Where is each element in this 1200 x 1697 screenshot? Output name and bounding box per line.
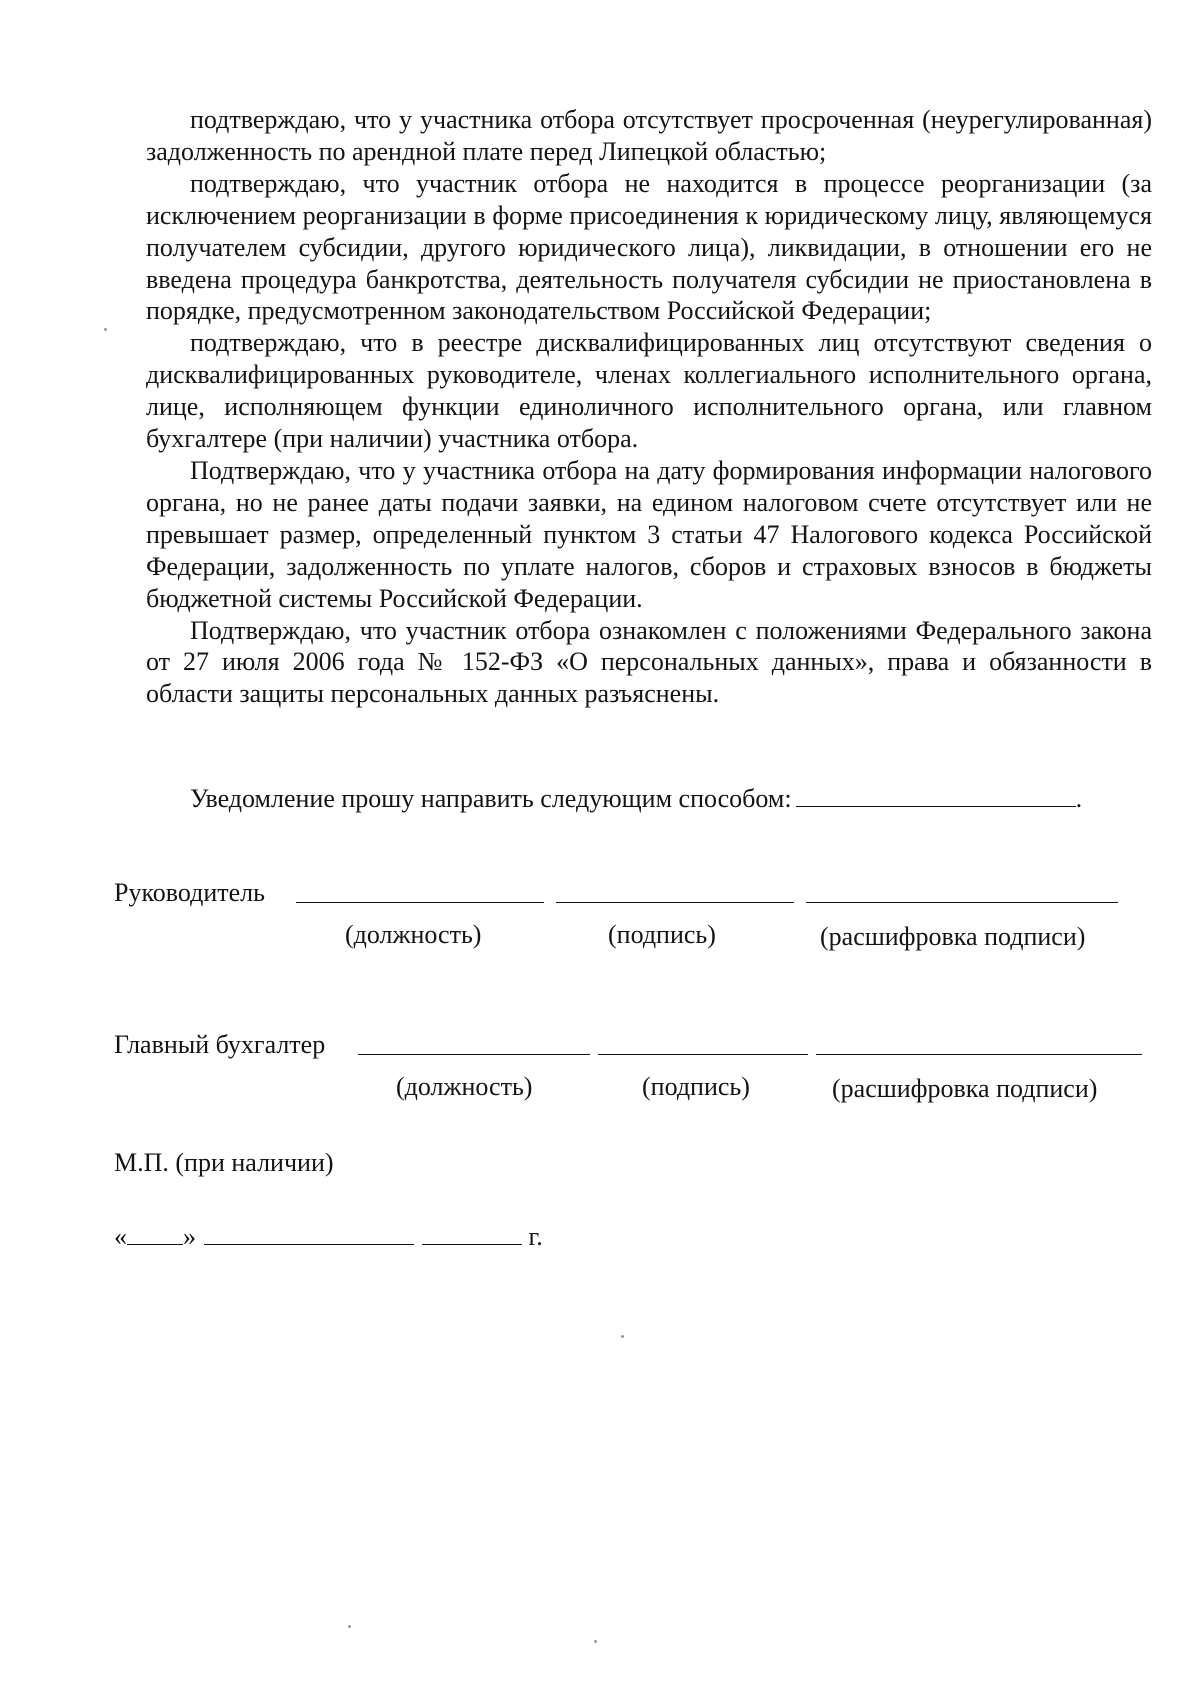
scan-speck	[104, 328, 107, 331]
paragraph-arrears: подтверждаю, что у участника отбора отсутствует просроченная (неурегулированная) задолженность по арендной плате перед Липецкой областью;	[146, 105, 1152, 166]
scan-speck	[621, 1335, 624, 1338]
date-open-quote: «	[114, 1222, 127, 1251]
scan-speck	[348, 1625, 351, 1628]
date-year-blank[interactable]	[422, 1222, 522, 1245]
director-decoding-line[interactable]	[806, 902, 1118, 903]
paragraph-personal-data: Подтверждаю, что участник отбора ознакомлен с положениями Федерального закона от 27 июля 2006 года № 152-ФЗ «О персональных данных», права и обязанности в области защиты персональных данных разъяснены.	[146, 615, 1152, 709]
date-year-suffix: г.	[528, 1222, 543, 1251]
notification-label: Уведомление прошу направить следующим способом:	[190, 784, 792, 813]
date-month-blank[interactable]	[204, 1222, 414, 1245]
date-close-quote: »	[183, 1222, 196, 1251]
scan-speck	[594, 1640, 597, 1643]
date-row	[114, 1222, 543, 1252]
paragraph-tax-debt: Подтверждаю, что у участника отбора на дату формирования информации налогового органа, но не ранее даты подачи заявки, на едином налоговом счете отсутствует или не превышает размер, определенный пунктом 3 статьи 47 Налогового кодекса Российской Федерации, задолженность по уплате налогов, сборов и страховых взносов в бюджеты бюджетной системы Российской Федерации.	[146, 455, 1152, 613]
accountant-signature-line[interactable]	[598, 1054, 808, 1055]
accountant-decoding-line[interactable]	[816, 1054, 1142, 1055]
document-body	[146, 104, 1152, 710]
director-label: Руководитель	[114, 878, 265, 907]
director-caption-position: (должность)	[345, 920, 482, 949]
accountant-position-line[interactable]	[358, 1054, 590, 1055]
director-signature-line[interactable]	[556, 902, 794, 903]
paragraph-disqualified: подтверждаю, что в реестре дисквалифицированных лиц отсутствуют сведения о дисквалифицированных руководителе, членах коллегиального исполнительного органа, лице, исполняющем функции единоличного исполнительного органа, или главном бухгалтере (при наличии) участника отбора.	[146, 328, 1152, 454]
director-position-line[interactable]	[296, 902, 544, 903]
accountant-caption-decoding: (расшифровка подписи)	[832, 1074, 1098, 1103]
date-day-blank[interactable]	[127, 1222, 183, 1245]
director-caption-signature: (подпись)	[608, 920, 716, 949]
accountant-caption-position: (должность)	[396, 1072, 533, 1101]
accountant-caption-signature: (подпись)	[642, 1072, 750, 1101]
paragraph-reorganization: подтверждаю, что участник отбора не находится в процессе реорганизации (за исключением реорганизации в форме присоединения к юридическому лицу, являющемуся получателем субсидии, другого юридического лица), ликвидации, в отношении его не введена процедура банкротства, деятельность получателя субсидии не приостановлена в порядке, предусмотренном законодательством Российской Федерации;	[146, 168, 1152, 326]
accountant-label: Главный бухгалтер	[114, 1030, 326, 1059]
notification-end: .	[1075, 784, 1083, 813]
notification-blank[interactable]	[796, 784, 1076, 807]
notification-row	[190, 784, 1082, 814]
director-caption-decoding: (расшифровка подписи)	[820, 922, 1086, 951]
stamp-label: М.П. (при наличии)	[114, 1148, 334, 1177]
